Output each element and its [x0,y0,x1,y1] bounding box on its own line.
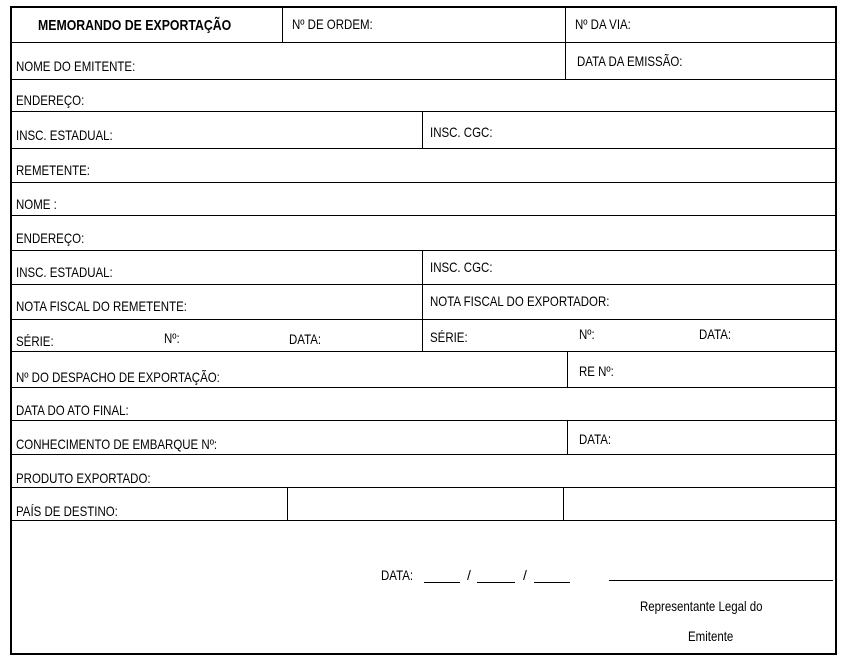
row-divider [12,284,835,285]
row-divider [12,420,835,421]
row-divider [12,387,835,388]
signature-date-label: DATA: [381,567,414,583]
destination-country-field[interactable]: PAÍS DE DESTINO: [16,503,118,519]
issuer-cgc-field[interactable]: INSC. CGC: [430,124,493,140]
bill-of-lading-date-field[interactable]: DATA: [579,431,612,447]
column-divider [565,8,566,79]
row-divider [12,351,835,352]
sender-section-label: REMETENTE: [16,162,90,178]
column-divider [567,351,568,387]
sender-name-field[interactable]: NOME : [16,196,57,212]
sender-address-field[interactable]: ENDEREÇO: [16,230,85,246]
sender-invoice-number-field[interactable]: Nº: [164,330,180,346]
export-dispatch-number-field[interactable]: Nº DO DESPACHO DE EXPORTAÇÃO: [16,369,220,385]
row-divider [12,215,835,216]
signature-caption-line1: Representante Legal do [640,598,763,614]
order-number-field[interactable]: Nº DE ORDEM: [292,16,373,32]
sender-invoice-date-field[interactable]: DATA: [289,331,322,347]
date-separator: / [467,567,471,583]
sender-cgc-field[interactable]: INSC. CGC: [430,259,493,275]
signature-caption-line2: Emitente [688,628,734,644]
issuer-address-field[interactable]: ENDEREÇO: [16,92,85,108]
day-blank[interactable] [424,582,460,583]
row-divider [12,79,835,80]
issuer-name-field[interactable]: NOME DO EMITENTE: [16,58,136,74]
sender-invoice-series-field[interactable]: SÉRIE: [16,333,54,349]
re-number-field[interactable]: RE Nº: [579,363,614,379]
column-divider [422,111,423,148]
column-divider [422,250,423,351]
exporter-invoice-series-field[interactable]: SÉRIE: [430,329,468,345]
final-act-date-field[interactable]: DATA DO ATO FINAL: [16,402,129,418]
row-divider [12,250,835,251]
signature-line[interactable] [609,580,833,581]
column-divider [567,420,568,454]
row-divider [12,111,835,112]
row-divider [12,487,835,488]
row-divider [12,148,835,149]
column-divider [282,8,283,42]
exported-product-field[interactable]: PRODUTO EXPORTADO: [16,470,151,486]
exporter-invoice-label: NOTA FISCAL DO EXPORTADOR: [430,293,610,309]
row-divider [12,454,835,455]
month-blank[interactable] [477,582,515,583]
sender-invoice-label: NOTA FISCAL DO REMETENTE: [16,298,187,314]
column-divider [563,487,564,520]
year-blank[interactable] [534,582,570,583]
copy-number-field[interactable]: Nº DA VIA: [575,16,631,32]
bill-of-lading-number-field[interactable]: CONHECIMENTO DE EMBARQUE Nº: [16,436,218,452]
form-title: MEMORANDO DE EXPORTAÇÃO [38,17,232,34]
export-memo-form [10,6,837,655]
exporter-invoice-number-field[interactable]: Nº: [579,326,595,342]
issue-date-field[interactable]: DATA DA EMISSÃO: [577,53,683,69]
date-separator: / [523,567,527,583]
exporter-invoice-date-field[interactable]: DATA: [699,326,732,342]
row-divider [12,182,835,183]
column-divider [287,487,288,520]
sender-state-registration-field[interactable]: INSC. ESTADUAL: [16,264,113,280]
row-divider [12,520,835,521]
issuer-state-registration-field[interactable]: INSC. ESTADUAL: [16,127,113,143]
row-divider [12,319,835,320]
row-divider [12,42,835,43]
